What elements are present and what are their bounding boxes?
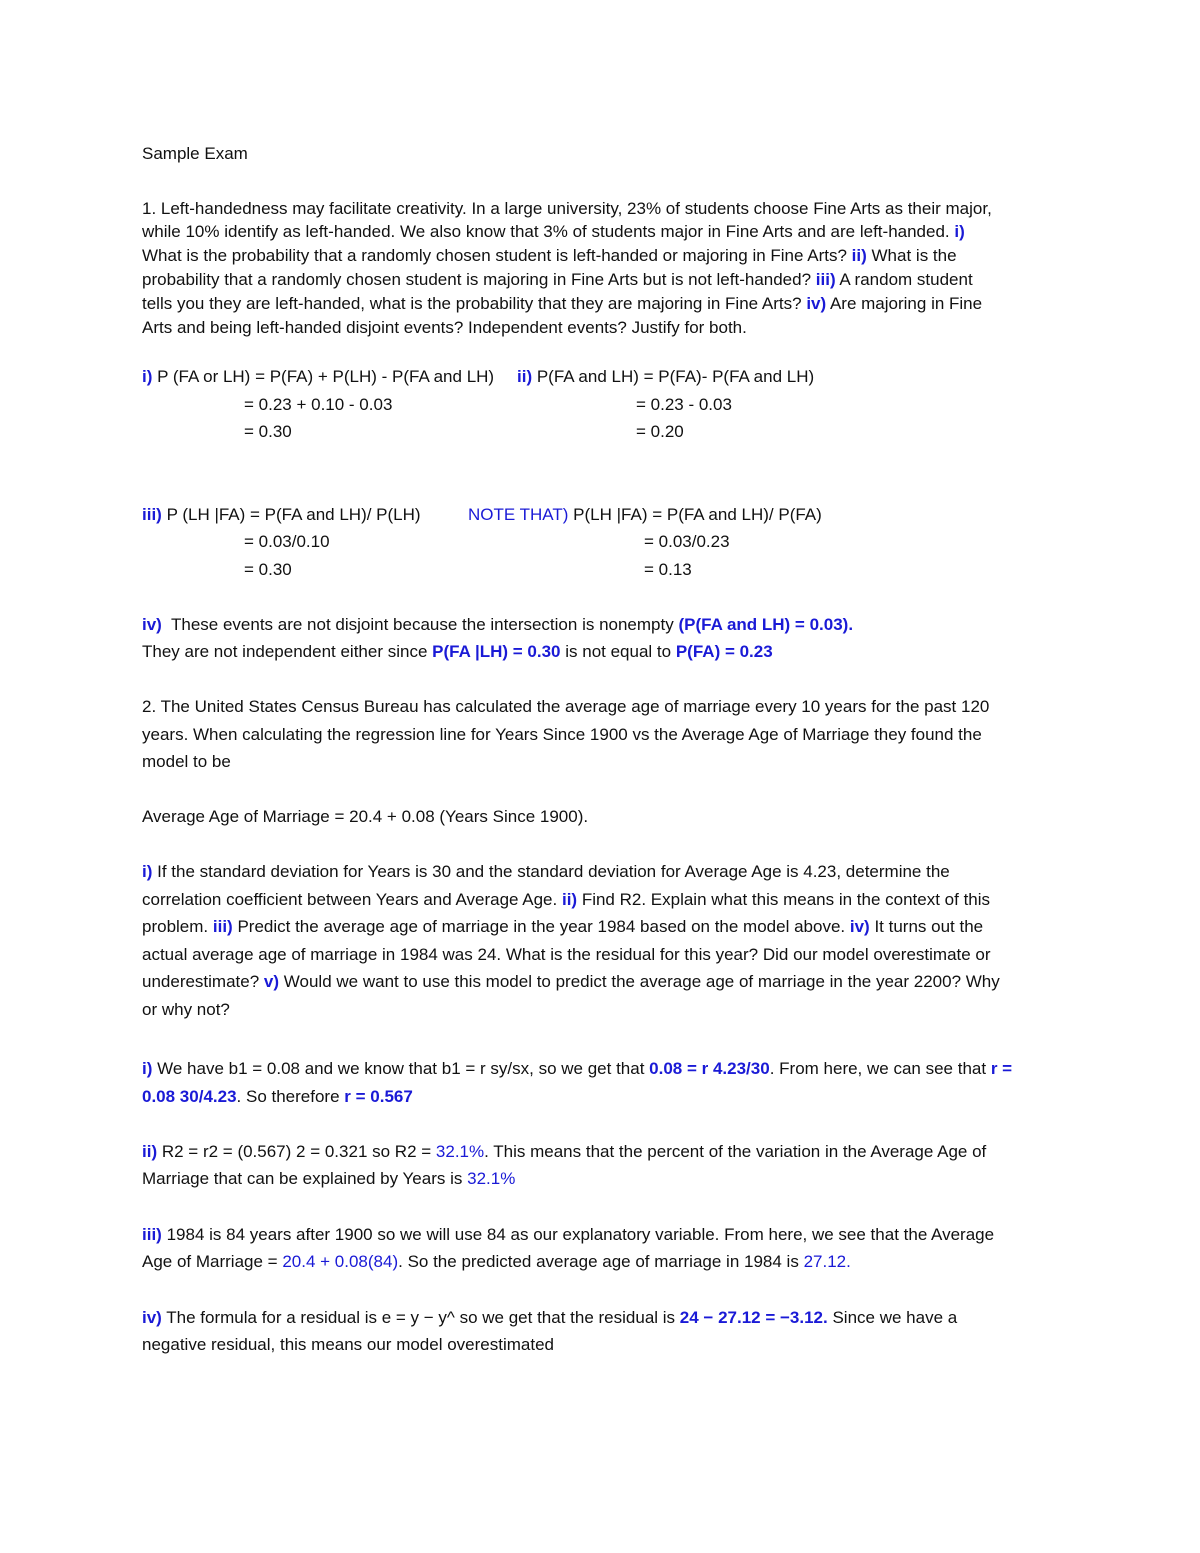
answer-text: . So therefore [236, 1087, 340, 1106]
q2-text: Would we want to use this model to predict the average age of marriage in the year 2200? Why [283, 972, 1000, 991]
answer-text: . So the predicted average age of marriage in 1984 is [398, 1252, 799, 1271]
part-label: ii) [517, 367, 533, 386]
q2-parts-line-4: actual average age of marriage in 1984 was 24. What is the residual for this year? Did our model overestimate or [142, 945, 991, 964]
q1-text: while 10% identify as left-handed. We also know that 3% of students major in Fine Arts and are left-handed. [142, 222, 950, 241]
highlight-text: (P(FA and LH) = 0.03). [678, 615, 854, 634]
q1-line-4 [142, 269, 973, 291]
part-label: ii) [142, 1142, 158, 1161]
part-label: ii) [561, 890, 578, 909]
q1-line-1 [142, 198, 992, 220]
answer-text: The formula for a residual is e = y − y^ so we get that the residual is [166, 1308, 676, 1327]
part-label: iv) [142, 615, 162, 634]
answer-text: 1984 is 84 years after 1900 so we will use 84 as our explanatory variable. From here, we see that the Average [166, 1225, 995, 1244]
q2-text: Find R2. Explain what this means in the context of this [581, 890, 991, 909]
formula-text: P(LH |FA) = P(FA and LH)/ P(FA) [573, 505, 822, 524]
answer-text: We have b1 = 0.08 and we know that b1 = r sy/sx, so we get that [157, 1059, 645, 1078]
a1-iii-formula [142, 504, 421, 526]
answer-text: Age of Marriage = [142, 1252, 278, 1271]
part-label: i) [142, 1059, 153, 1078]
q1-text: tells you they are left-handed, what is the probability that they are majoring in Fine Arts? [142, 294, 802, 313]
q2-parts-line-3 [142, 916, 983, 938]
a2-i-line-2 [142, 1086, 413, 1108]
answer-text: is not equal to [565, 642, 672, 661]
part-label: iii) [142, 1225, 162, 1244]
q2-line-2: years. When calculating the regression line for Years Since 1900 vs the Average Age of Marriage they found the [142, 725, 982, 744]
highlight-text: r = 0.567 [344, 1087, 413, 1106]
a1-ii-step-1: = 0.23 - 0.03 [636, 395, 732, 414]
q2-text: problem. [142, 917, 209, 936]
q2-line-3: model to be [142, 752, 231, 771]
highlight-text: 32.1% [467, 1169, 516, 1188]
part-label: iv) [806, 294, 827, 313]
a1-iv-line-1 [142, 614, 853, 636]
highlight-text: 32.1% [435, 1142, 485, 1161]
a2-iii-line-1 [142, 1224, 994, 1246]
q1-line-5 [142, 293, 982, 315]
q2-parts-line-2 [142, 889, 990, 911]
q2-line-1: 2. The United States Census Bureau has calculated the average age of marriage every 10 years for the past 120 [142, 697, 990, 716]
highlight-text: 20.4 + 0.08(84) [282, 1252, 399, 1271]
q2-model: Average Age of Marriage = 20.4 + 0.08 (Years Since 1900). [142, 807, 589, 826]
highlight-text: P(FA) = 0.23 [675, 642, 773, 661]
answer-text: They are not independent either since [142, 642, 428, 661]
a1-note-formula [468, 504, 822, 526]
highlight-text: r = [990, 1059, 1013, 1078]
formula-text: P (FA or LH) = P(FA) + P(LH) - P(FA and LH) [157, 367, 495, 386]
highlight-text: P(FA |LH) = 0.30 [432, 642, 561, 661]
a2-i-line-1 [142, 1058, 1012, 1080]
part-label: iv) [849, 917, 870, 936]
q2-parts-line-1 [142, 861, 950, 883]
part-label: i) [142, 367, 153, 386]
a1-i-step-1: = 0.23 + 0.10 - 0.03 [244, 395, 393, 414]
part-label: iv) [142, 1308, 162, 1327]
part-label: v) [263, 972, 280, 991]
q2-text: It turns out the [874, 917, 984, 936]
answer-text: . From here, we can see that [769, 1059, 987, 1078]
a2-iv-line-2: negative residual, this means our model overestimated [142, 1335, 554, 1354]
q2-text: Predict the average age of marriage in the year 1984 based on the model above. [237, 917, 846, 936]
q1-text: 1. Left-handedness may facilitate creativity. In a large university, 23% of students choose Fine Arts as their major, [142, 199, 992, 218]
part-label: i) [142, 862, 153, 881]
formula-text: P (LH |FA) = P(FA and LH)/ P(LH) [166, 505, 421, 524]
highlight-text: 24 − 27.12 = −3.12. [679, 1308, 828, 1327]
a1-iii-step-1: = 0.03/0.10 [244, 532, 330, 551]
a2-ii-line-2 [142, 1168, 515, 1190]
part-label: iii) [815, 270, 836, 289]
part-label: i) [954, 222, 965, 241]
a1-note-step-2: = 0.13 [644, 560, 692, 579]
q1-text: probability that a randomly chosen student is majoring in Fine Arts but is not left-handed? [142, 270, 812, 289]
q1-text: What is the [871, 246, 957, 265]
q2-parts-line-6: or why not? [142, 1000, 230, 1019]
q1-text: A random student [839, 270, 973, 289]
highlight-text: 0.08 30/4.23 [142, 1087, 237, 1106]
part-label: ii) [851, 246, 867, 265]
a1-i-formula [142, 366, 494, 388]
answer-text: . This means that the percent of the variation in the Average Age of [484, 1142, 987, 1161]
highlight-text: 0.08 = r 4.23/30 [649, 1059, 770, 1078]
answer-text: These events are not disjoint because the intersection is nonempty [170, 615, 674, 634]
part-label: iii) [142, 505, 162, 524]
highlight-text: 27.12. [803, 1252, 851, 1271]
a1-note-step-1: = 0.03/0.23 [644, 532, 730, 551]
a1-ii-formula [517, 366, 814, 388]
q1-line-3 [142, 245, 957, 267]
note-label: NOTE THAT) [468, 505, 569, 524]
document-title: Sample Exam [142, 144, 248, 163]
q1-line-2 [142, 221, 965, 243]
a2-iv-line-1 [142, 1307, 957, 1329]
part-label: iii) [212, 917, 233, 936]
answer-text: R2 = r2 = (0.567) 2 = 0.321 so R2 = [161, 1142, 432, 1161]
a1-ii-step-2: = 0.20 [636, 422, 684, 441]
a1-iv-line-2 [142, 641, 773, 663]
q2-parts-line-5 [142, 971, 1000, 993]
a1-iii-step-2: = 0.30 [244, 560, 292, 579]
q2-text: If the standard deviation for Years is 30 and the standard deviation for Average Age is 4.23, determine the [157, 862, 950, 881]
formula-text: P(FA and LH) = P(FA)- P(FA and LH) [536, 367, 815, 386]
q2-text: underestimate? [142, 972, 260, 991]
a2-ii-line-1 [142, 1141, 986, 1163]
q2-text: correlation coefficient between Years and Average Age. [142, 890, 558, 909]
answer-text: Since we have a [832, 1308, 958, 1327]
q1-text: What is the probability that a randomly chosen student is left-handed or majoring in Fine Arts? [142, 246, 847, 265]
answer-text: Marriage that can be explained by Years is [142, 1169, 463, 1188]
q1-text: Are majoring in Fine [829, 294, 983, 313]
a2-iii-line-2 [142, 1251, 851, 1273]
a1-i-step-2: = 0.30 [244, 422, 292, 441]
q1-line-6: Arts and being left-handed disjoint events? Independent events? Justify for both. [142, 318, 747, 337]
